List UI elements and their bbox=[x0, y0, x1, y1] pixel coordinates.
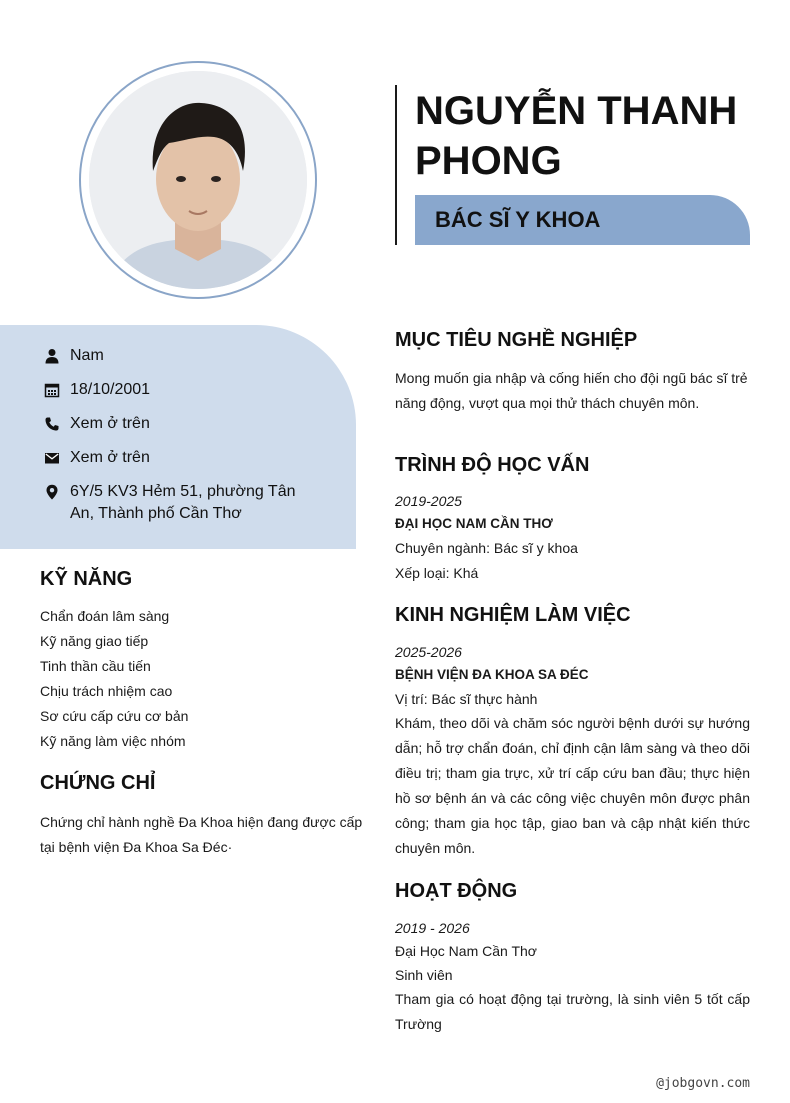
phone-icon bbox=[44, 413, 62, 435]
phone-text: Xem ở trên bbox=[70, 415, 150, 432]
experience-description: Khám, theo dõi và chăm sóc người bệnh dưới sự hướng dẫn; hỗ trợ chẩn đoán, chỉ định cận lâm sàng và theo dõi điều trị; tham gia trực, xử trí cấp cứu ban đầu; thực hiện hồ sơ bệnh án và các công việc chuyên môn được phân công; tham gia học tập, giao ban và cập nhật kiến thức chuyên môn. bbox=[395, 715, 750, 856]
mail-icon bbox=[44, 447, 62, 469]
contact-birthday bbox=[44, 379, 150, 401]
skill-item: Kỹ năng làm việc nhóm bbox=[40, 733, 186, 749]
address-line2: An, Thành phố Cần Thơ bbox=[70, 505, 242, 522]
activities-role: Sinh viên bbox=[395, 967, 453, 983]
job-title: BÁC SĨ Y KHOA bbox=[435, 207, 601, 232]
education-school: ĐẠI HỌC NAM CẦN THƠ bbox=[395, 516, 553, 531]
objective-heading: MỤC TIÊU NGHỀ NGHIỆP bbox=[395, 329, 638, 351]
watermark: @jobgovn.com bbox=[656, 1076, 750, 1091]
location-pin-icon bbox=[44, 481, 62, 503]
certificate-line1: Chứng chỉ hành nghề Đa Khoa hiện đang được cấp bbox=[40, 814, 363, 830]
experience-heading: KINH NGHIỆM LÀM VIỆC bbox=[395, 604, 631, 626]
contact-phone bbox=[44, 413, 150, 435]
address-line1: 6Y/5 KV3 Hẻm 51, phường Tân bbox=[70, 483, 296, 500]
candidate-name bbox=[415, 86, 765, 186]
person-icon bbox=[44, 345, 62, 367]
certificate-line2: tại bệnh viện Đa Khoa Sa Đéc· bbox=[40, 839, 233, 855]
education-heading: TRÌNH ĐỘ HỌC VẤN bbox=[395, 454, 590, 476]
education-major: Chuyên ngành: Bác sĩ y khoa bbox=[395, 540, 578, 556]
skill-item: Kỹ năng giao tiếp bbox=[40, 633, 149, 649]
birthday-text: 18/10/2001 bbox=[70, 381, 151, 398]
skill-item: Chẩn đoán lâm sàng bbox=[40, 608, 170, 624]
experience-period: 2025-2026 bbox=[395, 644, 462, 660]
candidate-name-line2: PHONG bbox=[415, 139, 562, 183]
job-title-pill bbox=[415, 195, 750, 245]
profile-photo-illustration bbox=[89, 71, 307, 289]
address-text bbox=[70, 481, 295, 525]
certificates-heading: CHỨNG CHỈ bbox=[40, 772, 156, 794]
activities-organization: Đại Học Nam Cần Thơ bbox=[395, 943, 537, 959]
activities-description: Tham gia có hoạt động tại trường, là sinh viên 5 tốt cấp Trường bbox=[395, 991, 750, 1032]
name-accent-bar bbox=[395, 85, 397, 245]
skill-item: Chịu trách nhiệm cao bbox=[40, 683, 173, 699]
experience-company: BỆNH VIỆN ĐA KHOA SA ĐÉC bbox=[395, 667, 589, 682]
email-text: Xem ở trên bbox=[70, 449, 150, 466]
contact-address bbox=[44, 481, 295, 525]
experience-position: Vị trí: Bác sĩ thực hành bbox=[395, 691, 538, 707]
contact-email bbox=[44, 447, 150, 469]
candidate-name-line1: NGUYỄN THANH bbox=[415, 89, 738, 133]
objective-line1: Mong muốn gia nhập và cống hiến cho đội ngũ bác sĩ trẻ bbox=[395, 370, 748, 386]
skill-item: Sơ cứu cấp cứu cơ bản bbox=[40, 708, 189, 724]
gender-text: Nam bbox=[70, 347, 104, 364]
skills-heading: KỸ NĂNG bbox=[40, 568, 133, 590]
activities-heading: HOẠT ĐỘNG bbox=[395, 880, 518, 902]
activities-period: 2019 - 2026 bbox=[395, 920, 470, 936]
calendar-icon bbox=[44, 379, 62, 401]
profile-photo bbox=[89, 71, 307, 289]
education-grade: Xếp loại: Khá bbox=[395, 565, 479, 581]
education-period: 2019-2025 bbox=[395, 493, 462, 509]
contact-gender bbox=[44, 345, 104, 367]
skill-item: Tinh thần cầu tiến bbox=[40, 658, 151, 674]
objective-line2: năng động, vượt qua mọi thử thách chuyên môn. bbox=[395, 395, 700, 411]
